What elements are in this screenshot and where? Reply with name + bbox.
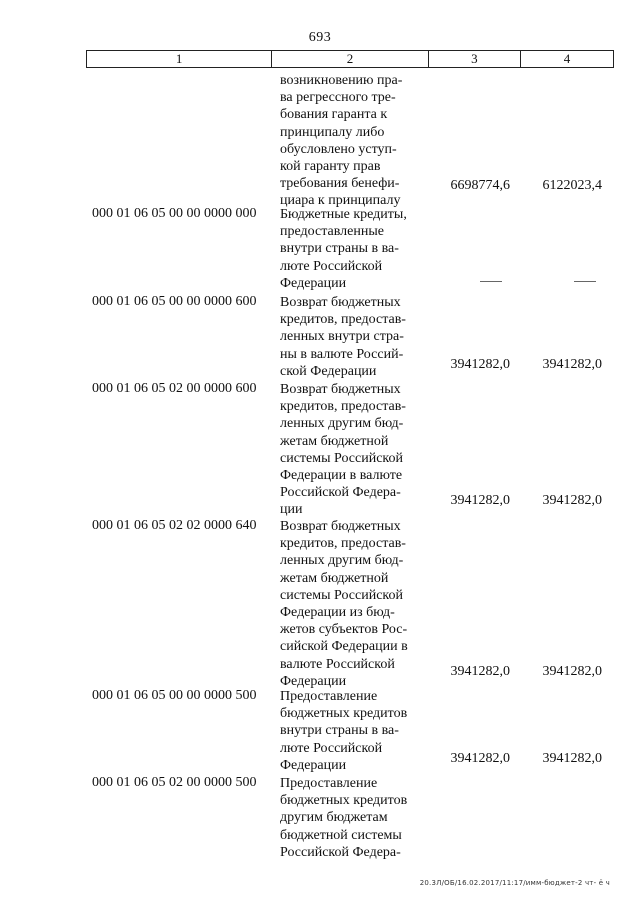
row-description: Бюджетные кредиты, предоставленные внутри страны в ва- люте Российской Федерации — [280, 207, 407, 291]
row-value-col4: 3941282,0 — [542, 493, 602, 508]
table-row — [86, 294, 614, 378]
row-value-col4: 3941282,0 — [542, 751, 602, 766]
row-code: 000 01 06 05 02 00 0000 500 — [92, 775, 257, 790]
page-number: 693 — [308, 30, 332, 45]
row-value-col3: 6698774,6 — [450, 178, 510, 193]
footer-stamp: 20.3Л/ОБ/16.02.2017/11:17/имм-бюджет-2 чт- ё ч — [419, 879, 610, 887]
table-row — [86, 381, 614, 518]
table-row — [86, 688, 614, 772]
row-value-col3: 3941282,0 — [450, 751, 510, 766]
row-description: Возврат бюджетных кредитов, предостав- ленных внутри стра- ны в валюте Россий- ской Федерации — [280, 295, 406, 379]
row-value-col4: 3941282,0 — [542, 357, 602, 372]
empty-value-dash-col4 — [574, 274, 596, 290]
row-value-col3: 3941282,0 — [450, 493, 510, 508]
row-code: 000 01 06 05 00 00 0000 500 — [92, 688, 257, 703]
table-row — [86, 72, 614, 209]
row-value-col4: 3941282,0 — [542, 664, 602, 679]
row-description: Предоставление бюджетных кредитов другим бюджетам бюджетной системы Российской Федера- — [280, 776, 408, 860]
row-description: Предоставление бюджетных кредитов внутри страны в ва- люте Российской Федерации — [280, 689, 408, 773]
row-code: 000 01 06 05 02 00 0000 600 — [92, 381, 257, 396]
column-header-4: 4 — [563, 51, 571, 66]
row-value-col3: 3941282,0 — [450, 664, 510, 679]
table-row — [86, 775, 614, 865]
empty-value-dash-col3 — [480, 274, 502, 290]
row-description: возникновению пра- ва регрессного тре- бования гаранта к принципалу либо обусловлено уступ- кой гаранту прав требования бенефи- циара к принципалу — [280, 73, 403, 209]
table-row — [86, 206, 614, 290]
row-value-col3: 3941282,0 — [450, 357, 510, 372]
table-row — [86, 518, 614, 689]
column-header-2: 2 — [272, 51, 429, 67]
row-description: Возврат бюджетных кредитов, предостав- ленных другим бюд- жетам бюджетной системы Российской Федерации в валюте Российской Федера- ции — [280, 382, 406, 518]
row-code: 000 01 06 05 02 02 0000 640 — [92, 518, 257, 533]
column-header-1: 1 — [87, 51, 272, 67]
column-header-3: 3 — [429, 51, 521, 67]
table-header — [86, 50, 614, 68]
row-code: 000 01 06 05 00 00 0000 600 — [92, 294, 257, 309]
row-value-col4: 6122023,4 — [542, 178, 602, 193]
row-description: Возврат бюджетных кредитов, предостав- ленных другим бюд- жетам бюджетной системы Российской Федерации из бюд- жетов субъектов Рос- сийской Федерации в валюте Российской Федерации — [280, 519, 408, 689]
row-code: 000 01 06 05 00 00 0000 000 — [92, 206, 257, 221]
